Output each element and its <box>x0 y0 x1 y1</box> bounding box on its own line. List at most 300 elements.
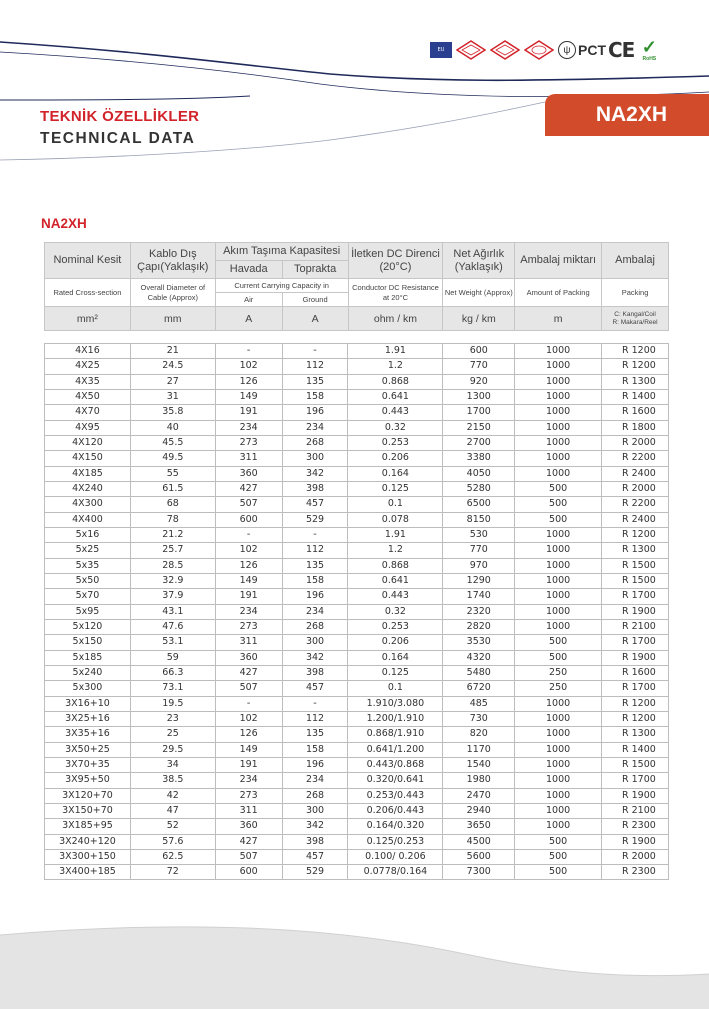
col-packing-en: Packing <box>602 279 669 307</box>
cell-ground: 196 <box>282 757 348 772</box>
cell-amount: 500 <box>515 650 602 665</box>
tse-diamond-icon-2 <box>490 40 520 60</box>
cell-packing: R 1700 <box>602 681 669 696</box>
cell-packing: R 2300 <box>602 865 669 880</box>
cell-packing: R 1900 <box>602 788 669 803</box>
cell-nominal: 4X50 <box>45 389 131 404</box>
unit-ground: A <box>282 307 348 331</box>
cell-amount: 1000 <box>515 527 602 542</box>
cell-packing: R 1400 <box>602 389 669 404</box>
table-row <box>45 420 669 435</box>
cell-resistance: 0.1 <box>348 497 443 512</box>
cell-ground: 158 <box>282 389 348 404</box>
cell-weight: 5280 <box>443 481 515 496</box>
cell-air: 360 <box>215 819 282 834</box>
cell-resistance: 0.641/1.200 <box>348 742 443 757</box>
cell-amount: 1000 <box>515 405 602 420</box>
cell-ground: 112 <box>282 543 348 558</box>
cell-air: 273 <box>215 788 282 803</box>
cell-diameter: 32.9 <box>130 573 215 588</box>
cell-weight: 920 <box>443 374 515 389</box>
section-title: NA2XH <box>41 216 87 231</box>
cell-amount: 1000 <box>515 573 602 588</box>
cell-weight: 2150 <box>443 420 515 435</box>
cell-nominal: 4X150 <box>45 451 131 466</box>
table-row <box>45 512 669 527</box>
cell-diameter: 47 <box>130 803 215 818</box>
cell-weight: 4500 <box>443 834 515 849</box>
cell-ground: 342 <box>282 650 348 665</box>
cell-air: 507 <box>215 681 282 696</box>
cell-packing: R 1700 <box>602 773 669 788</box>
cell-diameter: 23 <box>130 711 215 726</box>
cell-ground: 196 <box>282 405 348 420</box>
cell-amount: 1000 <box>515 773 602 788</box>
cell-diameter: 49.5 <box>130 451 215 466</box>
cell-ground: 457 <box>282 497 348 512</box>
cell-resistance: 0.125/0.253 <box>348 834 443 849</box>
cell-amount: 1000 <box>515 788 602 803</box>
cell-diameter: 52 <box>130 819 215 834</box>
cell-weight: 2470 <box>443 788 515 803</box>
cell-amount: 1000 <box>515 711 602 726</box>
table-row <box>45 589 669 604</box>
cell-nominal: 3X150+70 <box>45 803 131 818</box>
rohs-icon: ✓ RoHS <box>641 37 657 62</box>
cell-ground: 300 <box>282 451 348 466</box>
cell-amount: 250 <box>515 665 602 680</box>
cell-weight: 2700 <box>443 435 515 450</box>
col-packing-tr: Ambalaj <box>602 243 669 279</box>
cell-amount: 1000 <box>515 558 602 573</box>
cell-nominal: 3X16+10 <box>45 696 131 711</box>
cell-packing: R 2000 <box>602 481 669 496</box>
cell-weight: 730 <box>443 711 515 726</box>
col-capacity-tr: Akım Taşıma Kapasitesi <box>215 243 348 261</box>
table-row <box>45 757 669 772</box>
cell-air: - <box>215 696 282 711</box>
cell-resistance: 1.200/1.910 <box>348 711 443 726</box>
table-row <box>45 619 669 634</box>
cell-amount: 500 <box>515 635 602 650</box>
cell-ground: 268 <box>282 435 348 450</box>
cell-weight: 5600 <box>443 849 515 864</box>
cell-packing: R 2000 <box>602 435 669 450</box>
cell-diameter: 45.5 <box>130 435 215 450</box>
cell-ground: 268 <box>282 619 348 634</box>
cell-ground: 342 <box>282 819 348 834</box>
unit-resistance: ohm / km <box>348 307 443 331</box>
cell-resistance: 0.868 <box>348 558 443 573</box>
cell-resistance: 0.206/0.443 <box>348 803 443 818</box>
cell-air: 191 <box>215 405 282 420</box>
cell-nominal: 4X240 <box>45 481 131 496</box>
table-row <box>45 742 669 757</box>
cell-weight: 530 <box>443 527 515 542</box>
cell-nominal: 3X400+185 <box>45 865 131 880</box>
table-row <box>45 788 669 803</box>
cell-diameter: 40 <box>130 420 215 435</box>
cell-ground: 135 <box>282 727 348 742</box>
cell-diameter: 24.5 <box>130 359 215 374</box>
cell-packing: R 2000 <box>602 849 669 864</box>
cell-diameter: 68 <box>130 497 215 512</box>
cell-diameter: 29.5 <box>130 742 215 757</box>
cell-ground: 135 <box>282 374 348 389</box>
cell-packing: R 1200 <box>602 527 669 542</box>
cell-amount: 1000 <box>515 451 602 466</box>
cell-ground: - <box>282 696 348 711</box>
cell-ground: 300 <box>282 635 348 650</box>
cell-weight: 600 <box>443 344 515 359</box>
cell-air: 149 <box>215 389 282 404</box>
cell-air: 600 <box>215 865 282 880</box>
col-diameter-en: Overall Diameter of Cable (Approx) <box>130 279 215 307</box>
cell-ground: 158 <box>282 742 348 757</box>
cell-nominal: 5x35 <box>45 558 131 573</box>
cell-amount: 500 <box>515 849 602 864</box>
cell-diameter: 25 <box>130 727 215 742</box>
cell-weight: 1700 <box>443 405 515 420</box>
cell-nominal: 5x300 <box>45 681 131 696</box>
table-row <box>45 405 669 420</box>
cell-packing: R 1900 <box>602 604 669 619</box>
cell-air: 191 <box>215 757 282 772</box>
table-row <box>45 604 669 619</box>
cell-nominal: 4X185 <box>45 466 131 481</box>
cell-diameter: 47.6 <box>130 619 215 634</box>
certification-icons <box>430 36 660 64</box>
cell-packing: R 1500 <box>602 757 669 772</box>
cell-weight: 5480 <box>443 665 515 680</box>
unit-air: A <box>215 307 282 331</box>
cell-amount: 500 <box>515 865 602 880</box>
cell-nominal: 4X16 <box>45 344 131 359</box>
cell-weight: 1540 <box>443 757 515 772</box>
cell-resistance: 0.443 <box>348 405 443 420</box>
product-code: NA2XH <box>595 103 667 126</box>
cell-weight: 1300 <box>443 389 515 404</box>
cell-diameter: 57.6 <box>130 834 215 849</box>
cell-packing: R 2100 <box>602 803 669 818</box>
cell-packing: R 2400 <box>602 466 669 481</box>
table-row <box>45 635 669 650</box>
cell-packing: R 1900 <box>602 834 669 849</box>
cell-resistance: 0.320/0.641 <box>348 773 443 788</box>
cell-diameter: 53.1 <box>130 635 215 650</box>
cell-weight: 2320 <box>443 604 515 619</box>
ukrsepro-icon: ψ <box>558 41 576 59</box>
table-row <box>45 344 669 359</box>
cell-amount: 1000 <box>515 819 602 834</box>
cell-diameter: 62.5 <box>130 849 215 864</box>
cell-resistance: 0.868/1.910 <box>348 727 443 742</box>
cell-weight: 8150 <box>443 512 515 527</box>
spec-table-header <box>44 242 669 331</box>
cell-amount: 1000 <box>515 727 602 742</box>
cell-ground: - <box>282 527 348 542</box>
cell-weight: 1290 <box>443 573 515 588</box>
cell-air: 126 <box>215 727 282 742</box>
cell-nominal: 4X120 <box>45 435 131 450</box>
cell-nominal: 4X400 <box>45 512 131 527</box>
cell-resistance: 0.125 <box>348 665 443 680</box>
cell-weight: 7300 <box>443 865 515 880</box>
table-row <box>45 359 669 374</box>
cell-ground: 529 <box>282 865 348 880</box>
cell-amount: 500 <box>515 834 602 849</box>
table-row <box>45 558 669 573</box>
cell-packing: R 1700 <box>602 635 669 650</box>
cell-weight: 770 <box>443 359 515 374</box>
cell-resistance: 0.443/0.868 <box>348 757 443 772</box>
cell-amount: 500 <box>515 497 602 512</box>
table-row <box>45 527 669 542</box>
cell-resistance: 0.641 <box>348 573 443 588</box>
cell-resistance: 1.2 <box>348 359 443 374</box>
col-ground-en: Ground <box>282 293 348 307</box>
cell-weight: 1980 <box>443 773 515 788</box>
cell-packing: R 1500 <box>602 573 669 588</box>
cell-diameter: 61.5 <box>130 481 215 496</box>
col-ground-tr: Toprakta <box>282 261 348 279</box>
cell-resistance: 0.253/0.443 <box>348 788 443 803</box>
cell-weight: 2820 <box>443 619 515 634</box>
cell-packing: R 1600 <box>602 665 669 680</box>
cell-air: 360 <box>215 650 282 665</box>
cell-resistance: 1.910/3.080 <box>348 696 443 711</box>
cell-nominal: 3X240+120 <box>45 834 131 849</box>
col-air-tr: Havada <box>215 261 282 279</box>
cell-packing: R 1300 <box>602 543 669 558</box>
cell-air: 102 <box>215 543 282 558</box>
cell-amount: 1000 <box>515 344 602 359</box>
cell-nominal: 3X120+70 <box>45 788 131 803</box>
cell-resistance: 0.125 <box>348 481 443 496</box>
table-row <box>45 681 669 696</box>
cell-ground: 112 <box>282 359 348 374</box>
cell-nominal: 4X70 <box>45 405 131 420</box>
cell-resistance: 0.100/ 0.206 <box>348 849 443 864</box>
cell-diameter: 38.5 <box>130 773 215 788</box>
cell-nominal: 5x150 <box>45 635 131 650</box>
table-row <box>45 374 669 389</box>
cell-nominal: 3X50+25 <box>45 742 131 757</box>
cell-nominal: 3X300+150 <box>45 849 131 864</box>
cell-amount: 1000 <box>515 389 602 404</box>
cell-nominal: 5x120 <box>45 619 131 634</box>
cell-air: 507 <box>215 849 282 864</box>
col-resistance-tr: İletken DC Direnci (20°C) <box>348 243 443 279</box>
col-diameter-tr: Kablo Dış Çapı(Yaklaşık) <box>130 243 215 279</box>
cell-amount: 1000 <box>515 757 602 772</box>
cell-diameter: 43.1 <box>130 604 215 619</box>
cell-nominal: 4X25 <box>45 359 131 374</box>
cell-resistance: 0.164/0.320 <box>348 819 443 834</box>
cell-air: 427 <box>215 481 282 496</box>
cell-air: 149 <box>215 742 282 757</box>
cell-resistance: 0.078 <box>348 512 443 527</box>
col-resistance-en: Conductor DC Resistance at 20°C <box>348 279 443 307</box>
footer-decorative-wave <box>0 900 709 1009</box>
cell-diameter: 31 <box>130 389 215 404</box>
cell-weight: 3530 <box>443 635 515 650</box>
table-row <box>45 665 669 680</box>
cell-resistance: 0.164 <box>348 650 443 665</box>
eu-cert-icon: EU <box>430 42 452 58</box>
cell-ground: 158 <box>282 573 348 588</box>
cell-air: 273 <box>215 619 282 634</box>
cell-packing: R 2100 <box>602 619 669 634</box>
pct-icon: PCT <box>578 42 606 58</box>
unit-nominal: mm² <box>45 307 131 331</box>
cell-diameter: 59 <box>130 650 215 665</box>
cell-diameter: 21.2 <box>130 527 215 542</box>
table-row <box>45 573 669 588</box>
cell-air: 191 <box>215 589 282 604</box>
cell-diameter: 34 <box>130 757 215 772</box>
cell-air: 102 <box>215 359 282 374</box>
cell-amount: 1000 <box>515 543 602 558</box>
cell-amount: 1000 <box>515 374 602 389</box>
table-row <box>45 865 669 880</box>
cell-air: - <box>215 344 282 359</box>
cell-weight: 3650 <box>443 819 515 834</box>
cell-packing: R 2200 <box>602 497 669 512</box>
unit-diameter: mm <box>130 307 215 331</box>
col-weight-en: Net Weight (Approx) <box>443 279 515 307</box>
cell-weight: 2940 <box>443 803 515 818</box>
table-row <box>45 696 669 711</box>
cell-packing: R 1400 <box>602 742 669 757</box>
cell-ground: 398 <box>282 481 348 496</box>
cell-air: 427 <box>215 665 282 680</box>
unit-weight: kg / km <box>443 307 515 331</box>
cell-diameter: 37.9 <box>130 589 215 604</box>
cell-resistance: 1.2 <box>348 543 443 558</box>
cell-ground: 398 <box>282 834 348 849</box>
cell-packing: R 1200 <box>602 344 669 359</box>
header-title-en: TECHNICAL DATA <box>40 130 196 147</box>
cell-amount: 1000 <box>515 359 602 374</box>
cell-amount: 1000 <box>515 696 602 711</box>
cell-nominal: 3X35+16 <box>45 727 131 742</box>
cell-resistance: 0.0778/0.164 <box>348 865 443 880</box>
cell-resistance: 0.164 <box>348 466 443 481</box>
cell-amount: 1000 <box>515 589 602 604</box>
cell-packing: R 1600 <box>602 405 669 420</box>
cell-amount: 500 <box>515 512 602 527</box>
cell-nominal: 5x185 <box>45 650 131 665</box>
cell-resistance: 0.253 <box>348 619 443 634</box>
cell-air: 311 <box>215 451 282 466</box>
table-row <box>45 650 669 665</box>
cell-packing: R 1200 <box>602 696 669 711</box>
cell-ground: 342 <box>282 466 348 481</box>
product-title-band <box>545 94 709 136</box>
cell-ground: 529 <box>282 512 348 527</box>
table-row <box>45 727 669 742</box>
cell-weight: 770 <box>443 543 515 558</box>
unit-packing: C: Kangal/Coil R: Makara/Reel <box>602 307 669 331</box>
cell-diameter: 25.7 <box>130 543 215 558</box>
cell-ground: 135 <box>282 558 348 573</box>
cell-diameter: 28.5 <box>130 558 215 573</box>
cell-diameter: 21 <box>130 344 215 359</box>
cell-air: 126 <box>215 558 282 573</box>
col-air-en: Air <box>215 293 282 307</box>
cell-nominal: 5x70 <box>45 589 131 604</box>
unit-amount: m <box>515 307 602 331</box>
cell-packing: R 2300 <box>602 819 669 834</box>
col-amount-tr: Ambalaj miktarı <box>515 243 602 279</box>
cell-air: 311 <box>215 803 282 818</box>
col-weight-tr: Net Ağırlık (Yaklaşık) <box>443 243 515 279</box>
cell-nominal: 3X25+16 <box>45 711 131 726</box>
cell-packing: R 1300 <box>602 727 669 742</box>
table-row <box>45 543 669 558</box>
cell-amount: 250 <box>515 681 602 696</box>
spec-table-body <box>44 343 669 880</box>
cell-nominal: 4X300 <box>45 497 131 512</box>
cell-diameter: 27 <box>130 374 215 389</box>
cell-resistance: 0.1 <box>348 681 443 696</box>
cell-amount: 1000 <box>515 803 602 818</box>
table-row <box>45 711 669 726</box>
cell-diameter: 78 <box>130 512 215 527</box>
cell-resistance: 0.206 <box>348 451 443 466</box>
cell-ground: 234 <box>282 420 348 435</box>
cell-resistance: 1.91 <box>348 527 443 542</box>
cell-air: 311 <box>215 635 282 650</box>
col-nominal-tr: Nominal Kesit <box>45 243 131 279</box>
cell-weight: 4050 <box>443 466 515 481</box>
cell-ground: 268 <box>282 788 348 803</box>
cell-weight: 1170 <box>443 742 515 757</box>
cell-air: 234 <box>215 604 282 619</box>
cell-nominal: 3X95+50 <box>45 773 131 788</box>
cell-amount: 500 <box>515 481 602 496</box>
cell-packing: R 2400 <box>602 512 669 527</box>
cell-ground: 234 <box>282 773 348 788</box>
cell-packing: R 2200 <box>602 451 669 466</box>
cell-nominal: 5x16 <box>45 527 131 542</box>
cell-weight: 4320 <box>443 650 515 665</box>
cell-resistance: 0.641 <box>348 389 443 404</box>
table-row <box>45 834 669 849</box>
cell-weight: 3380 <box>443 451 515 466</box>
cell-resistance: 0.868 <box>348 374 443 389</box>
cell-amount: 1000 <box>515 420 602 435</box>
table-row <box>45 849 669 864</box>
col-nominal-en: Rated Cross-section <box>45 279 131 307</box>
cell-ground: - <box>282 344 348 359</box>
cell-diameter: 73.1 <box>130 681 215 696</box>
table-row <box>45 803 669 818</box>
cell-amount: 1000 <box>515 604 602 619</box>
cell-nominal: 4X95 <box>45 420 131 435</box>
cell-air: 102 <box>215 711 282 726</box>
cell-ground: 398 <box>282 665 348 680</box>
cell-diameter: 35.8 <box>130 405 215 420</box>
col-amount-en: Amount of Packing <box>515 279 602 307</box>
cell-packing: R 1200 <box>602 711 669 726</box>
cell-packing: R 1500 <box>602 558 669 573</box>
cell-nominal: 5x25 <box>45 543 131 558</box>
cell-air: 360 <box>215 466 282 481</box>
cell-ground: 300 <box>282 803 348 818</box>
cell-air: 126 <box>215 374 282 389</box>
